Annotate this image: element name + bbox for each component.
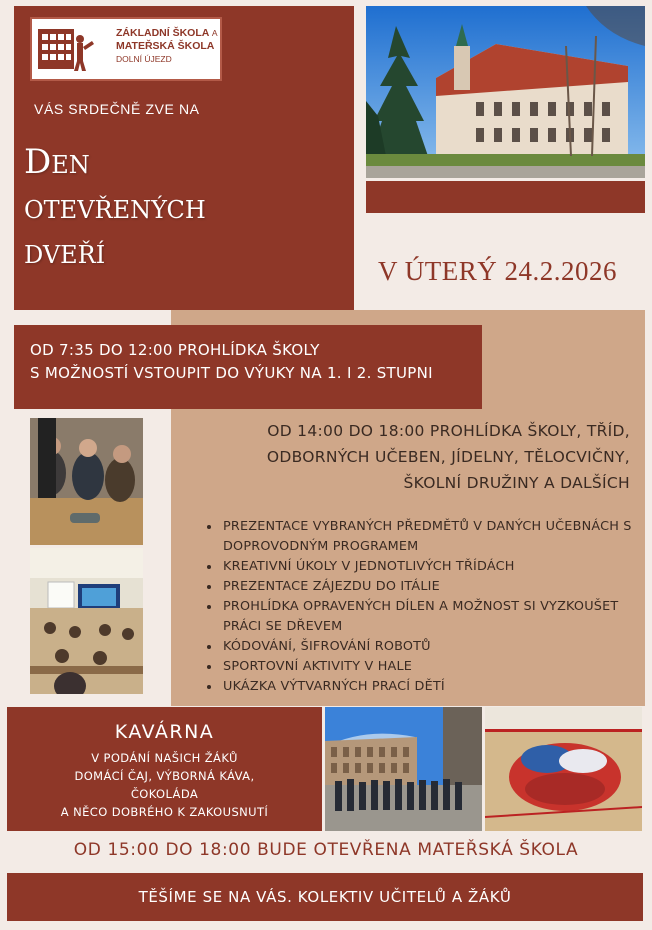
activity-item: SPORTOVNÍ AKTIVITY V HALE xyxy=(206,657,636,677)
cafe-panel xyxy=(7,707,322,831)
students-workshop-photo xyxy=(30,418,143,545)
activity-item: PROHLÍDKA OPRAVENÝCH DÍLEN A MOŽNOST SI VYZKOUŠET PRÁCI SE DŘEVEM xyxy=(206,597,636,637)
activity-item: UKÁZKA VÝTVARNÝCH PRACÍ DĚTÍ xyxy=(206,677,636,697)
afternoon-line-1: OD 14:00 DO 18:00 PROHLÍDKA ŠKOLY, TŘÍD, xyxy=(267,422,630,440)
activity-item: PREZENTACE ZÁJEZDU DO ITÁLIE xyxy=(206,577,636,597)
cafe-title: KAVÁRNA xyxy=(114,721,215,743)
kindergarten-notice: OD 15:00 DO 18:00 BUDE OTEVŘENA MATEŘSKÁ ŠKOLA xyxy=(73,840,579,860)
title-line-1: Den xyxy=(24,142,90,182)
morning-line-2: S MOŽNOSTÍ VSTOUPIT DO VÝUKY NA 1. I 2. STUPNI xyxy=(30,364,433,382)
cafe-line: A NĚCO DOBRÉHO K ZAKOUSNUTÍ xyxy=(60,805,269,819)
cafe-line: DOMÁCÍ ČAJ, VÝBORNÁ KÁVA, xyxy=(74,769,255,783)
activity-list xyxy=(206,517,636,697)
morning-schedule xyxy=(14,325,482,409)
school-name-line2: MATEŘSKÁ ŠKOLA xyxy=(116,40,215,52)
photo-caption-bar xyxy=(366,181,645,213)
morning-line-1: OD 7:35 DO 12:00 PROHLÍDKA ŠKOLY xyxy=(30,341,320,359)
activity-item: KÓDOVÁNÍ, ŠIFROVÁNÍ ROBOTŮ xyxy=(206,637,636,657)
invite-text: VÁS SRDEČNĚ ZVE NA xyxy=(34,101,200,117)
event-date: V ÚTERÝ 24.2.2026 xyxy=(378,256,618,286)
cafe-line: V PODÁNÍ NAŠICH ŽÁKŮ xyxy=(91,751,238,765)
school-building-icon xyxy=(36,25,98,75)
activity-item: PREZENTACE VYBRANÝCH PŘEDMĚTŮ V DANÝCH UČEBNÁCH S DOPROVODNÝM PROGRAMEM xyxy=(206,517,636,557)
cafe-line: ČOKOLÁDA xyxy=(130,787,199,801)
event-title xyxy=(24,140,206,275)
footer-banner: TĚŠÍME SE NA VÁS. KOLEKTIV UČITELŮ A ŽÁKŮ xyxy=(7,873,643,921)
school-logo xyxy=(30,17,222,81)
school-name-line1: ZÁKLADNÍ ŠKOLA xyxy=(116,27,209,39)
afternoon-line-3: ŠKOLNÍ DRUŽINY A DALŠÍCH xyxy=(403,474,630,492)
school-name xyxy=(116,27,218,66)
classroom-lesson-photo xyxy=(30,548,143,694)
school-building-photo xyxy=(366,6,645,178)
title-line-2: otevřených xyxy=(24,187,206,227)
school-place: DOLNÍ ÚJEZD xyxy=(116,54,172,64)
title-line-3: dveří xyxy=(24,232,106,272)
school-name-a: A xyxy=(211,28,218,38)
activity-item: KREATIVNÍ ÚKOLY V JEDNOTLIVÝCH TŘÍDÁCH xyxy=(206,557,636,577)
morning-text xyxy=(30,339,433,385)
afternoon-line-2: ODBORNÝCH UČEBEN, JÍDELNY, TĚLOCVIČNY, xyxy=(266,448,630,466)
afternoon-schedule xyxy=(267,418,630,496)
colosseum-trip-photo xyxy=(325,707,482,831)
gym-group-photo xyxy=(485,707,642,831)
cafe-description xyxy=(7,749,322,821)
